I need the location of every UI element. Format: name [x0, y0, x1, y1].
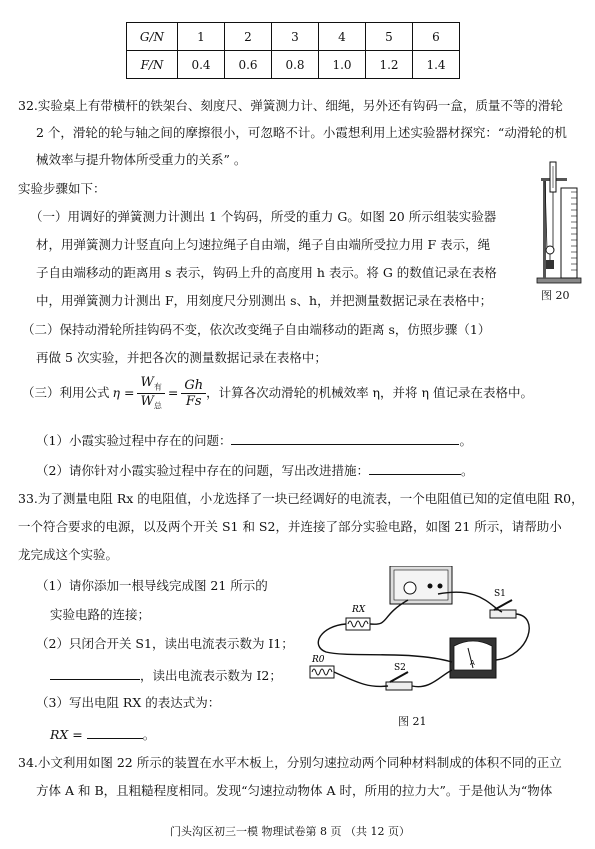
q33-sub1-line2: 实验电路的连接； [50, 607, 151, 622]
q33-sub2-line1: （2）只闭合开关 S1，读出电流表示数为 I1； [36, 636, 294, 651]
pulley-apparatus-diagram [533, 160, 583, 285]
q33-sub1-line1: （1）请你添加一根导线完成图 21 所示的 [36, 578, 268, 593]
q32-step1-line2: 材，用弹簧测力计竖直向上匀速拉绳子自由端，绳子自由端所受拉力用 F 表示，绳 [36, 237, 491, 252]
page-footer: 门头沟区初三一模 物理试卷第 8 页 （共 12 页） [170, 825, 410, 838]
q32-step2-line2: 再做 5 次实验，并把各次的测量数据记录在表格中； [36, 350, 327, 365]
table-cell: 1.0 [319, 51, 366, 79]
frac1-denominator-sub: 总 [153, 401, 162, 411]
q33-sub3: （3）写出电阻 RX 的表达式为： [36, 695, 221, 710]
figure-21-caption: 图 21 [398, 715, 427, 728]
frac2-numerator: Gh [181, 379, 206, 394]
q32-sub2-text: （2）请你针对小霞实验过程中存在的问题，写出改进措施： [36, 463, 369, 478]
g-f-table [126, 22, 460, 79]
table-cell: 6 [413, 23, 460, 51]
q32-sub2-end: 。 [460, 463, 474, 478]
table-row [127, 23, 460, 51]
s1-label: S1 [494, 589, 506, 599]
answer-blank[interactable] [369, 462, 461, 475]
rx-label: RX = [50, 727, 83, 742]
equals-sign: = [167, 384, 179, 400]
q32-line3: 械效率与提升物体所受重力的关系” 。 [36, 152, 247, 167]
answer-blank[interactable] [231, 432, 459, 445]
eta-symbol: η = [112, 384, 135, 400]
table-cell: 4 [319, 23, 366, 51]
table-cell: 1.2 [366, 51, 413, 79]
table-row [127, 51, 460, 79]
q32-step3-suffix: ，计算各次动滑轮的机械效率 η，并将 η 值记录在表格中。 [206, 384, 533, 400]
frac1-numerator: W [140, 375, 154, 390]
answer-blank[interactable] [50, 667, 140, 680]
q32-step1-line3: 子自由端移动的距离用 s 表示，钩码上升的高度用 h 表示。将 G 的数值记录在表格 [36, 265, 497, 280]
q33-line1: 33.为了测量电阻 Rx 的电阻值，小龙选择了一块已经调好的电流表，一个电阻值已知的定值电阻 R0， [18, 491, 584, 506]
q32-step3-prefix: （三）利用公式 [22, 384, 110, 400]
circuit-diagram [290, 566, 578, 716]
q32-step3 [22, 376, 533, 410]
table-cell: 2 [225, 23, 272, 51]
figure-20 [533, 160, 583, 300]
q34-line1: 34.小文利用如图 22 所示的装置在水平木板上，分别匀速拉动两个同种材料制成的体积不同的正立 [18, 755, 562, 770]
q32-step2-line1: （二）保持动滑轮所挂钩码不变，依次改变绳子自由端移动的距离 s，仿照步骤（1） [22, 322, 491, 337]
q32-steps-title: 实验步骤如下： [18, 181, 106, 196]
frac1-numerator-sub: 有 [153, 382, 162, 392]
rx-label: RX [352, 605, 366, 615]
q32-line1: 32.实验桌上有带横杆的铁架台、刻度尺、弹簧测力计、细绳，另外还有钩码一盒，质量不等的滑轮 [18, 98, 563, 113]
q33-line2: 一个符合要求的电源，以及两个开关 S1 和 S2，并连接了部分实验电路，如图 21 所示，请帮助小 [18, 519, 562, 534]
answer-blank[interactable] [87, 726, 143, 739]
q32-sub2 [36, 462, 473, 478]
q32-sub1-text: （1）小霞实验过程中存在的问题： [36, 433, 232, 448]
table-cell: 0.4 [178, 51, 225, 79]
svg-text:A: A [470, 659, 475, 667]
table-cell: 1.4 [413, 51, 460, 79]
q34-line2: 方体 A 和 B，且粗糙程度相同。发现“匀速拉动物体 A 时，所用的拉力大”。于是他认为“物体 [36, 783, 553, 798]
s2-label: S2 [394, 663, 406, 673]
efficiency-fraction-2 [181, 379, 206, 408]
q32-line2: 2 个，滑轮的轮与轴之间的摩擦很小，可忽略不计。小霞想利用上述实验器材探究：“动滑轮的机 [36, 125, 567, 140]
figure-21 [290, 566, 578, 726]
table-header-cell: G/N [127, 23, 178, 51]
r0-label: R0 [312, 655, 325, 665]
table-header-cell: F/N [127, 51, 178, 79]
table-cell: 5 [366, 23, 413, 51]
table-cell: 1 [178, 23, 225, 51]
q33-sub2-line2-text: ，读出电流表示数为 I2； [140, 668, 282, 683]
efficiency-fraction-1 [137, 376, 164, 410]
q33-rx-answer [50, 726, 155, 742]
q32-step1-line4: 中，用弹簧测力计测出 F，用刻度尺分别测出 s、h，并把测量数据记录在表格中； [36, 293, 493, 308]
frac2-denominator: Fs [185, 393, 202, 409]
table-cell: 3 [272, 23, 319, 51]
q32-step1-line1: （一）用调好的弹簧测力计测出 1 个钩码，所受的重力 G。如图 20 所示组装实验器 [30, 209, 497, 224]
rx-end: 。 [142, 727, 156, 742]
table-cell: 0.8 [272, 51, 319, 79]
q33-sub2-line2 [50, 667, 282, 683]
frac1-denominator: W [140, 393, 154, 409]
table-cell: 0.6 [225, 51, 272, 79]
q33-line3: 龙完成这个实验。 [18, 547, 119, 562]
q32-sub1-end: 。 [459, 433, 472, 448]
q32-sub1 [36, 432, 472, 448]
figure-20-caption: 图 20 [541, 289, 570, 302]
